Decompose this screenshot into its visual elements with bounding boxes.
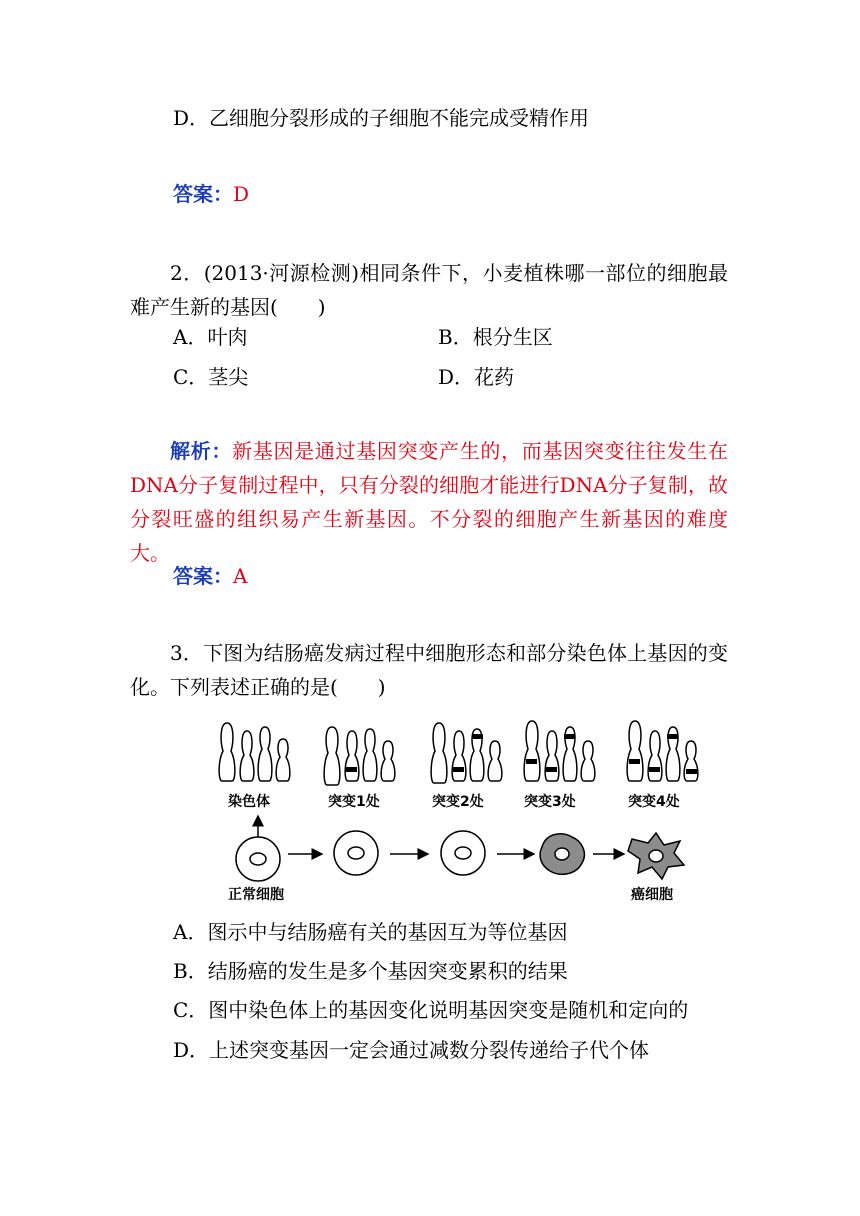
- label-mutation-2: 突变2处: [432, 794, 484, 810]
- label-normal-cell: 正常细胞: [228, 887, 284, 903]
- answer-label: 答案：: [173, 564, 233, 588]
- answer-value: A: [233, 564, 248, 588]
- q2-option-a: A．叶肉: [173, 325, 248, 349]
- label-mutation-3: 突变3处: [524, 794, 576, 810]
- answer-label: 答案：: [173, 182, 233, 206]
- q3-option-c: C．图中染色体上的基因变化说明基因突变是随机和定向的: [173, 998, 689, 1022]
- chromosome-group-mutation-3: [524, 721, 595, 781]
- q3-stem: 3．下图为结肠癌发病过程中细胞形态和部分染色体上基因的变化。下列表述正确的是( ): [130, 641, 728, 699]
- colon-cancer-figure: [210, 713, 730, 905]
- answer-value: D: [233, 182, 250, 206]
- label-chromosome: 染色体: [228, 794, 270, 810]
- mutation-bands: [346, 734, 697, 774]
- q3-option-a: A．图示中与结肠癌有关的基因互为等位基因: [173, 920, 568, 944]
- q3-option-d: D．上述突变基因一定会通过减数分裂传递给子代个体: [173, 1038, 650, 1062]
- cell-stage-2: [334, 831, 378, 875]
- analysis-text: 新基因是通过基因突变产生的，而基因突变往往发生在DNA分子复制过程中，只有分裂的细胞才能进行DNA分子复制，故分裂旺盛的组织易产生新基因。不分裂的细胞产生新基因的难度大。: [130, 439, 729, 565]
- q2-option-b: B．根分生区: [438, 325, 553, 349]
- label-cancer-cell: 癌细胞: [631, 887, 673, 903]
- chromosome-group-mutation-2: [431, 723, 502, 783]
- label-mutation-1: 突变1处: [328, 794, 380, 810]
- chromosome-group-mutation-1: [324, 727, 395, 785]
- q2-option-c: C．茎尖: [173, 365, 249, 389]
- normal-cell: [236, 837, 280, 881]
- q2-option-d: D．花药: [438, 365, 515, 389]
- cell-stage-3: [441, 831, 485, 875]
- q3-option-b: B．结肠癌的发生是多个基因突变累积的结果: [173, 959, 568, 983]
- cancer-cell: [628, 833, 684, 879]
- q1-option-d: D．乙细胞分裂形成的子细胞不能完成受精作用: [173, 106, 590, 130]
- chromosome-group-normal: [219, 723, 290, 781]
- q2-answer: [173, 564, 247, 588]
- label-mutation-4: 突变4处: [628, 794, 680, 810]
- analysis-label: 解析：: [170, 439, 233, 463]
- q1-answer: [173, 182, 249, 206]
- q2-stem: 2．(2013·河源检测)相同条件下，小麦植株哪一部位的细胞最难产生新的基因( ): [130, 261, 728, 319]
- q2-analysis: [130, 434, 728, 570]
- cell-stage-4: [540, 834, 584, 874]
